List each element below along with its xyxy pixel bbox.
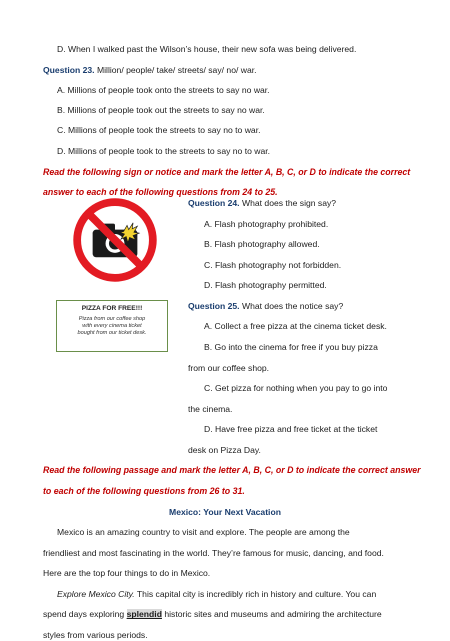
passage-p2-line2-a: spend days exploring bbox=[43, 609, 127, 620]
q25-option-b-line2: from our coffee shop. bbox=[188, 362, 270, 373]
q23-option-c: C. Millions of people took the streets to say no to war. bbox=[57, 125, 261, 136]
q23-stem bbox=[43, 64, 257, 76]
instruction-26-31-line1: Read the following passage and mark the letter A, B, C, or D to indicate the correct answer bbox=[43, 465, 421, 476]
passage-p1-line1: Mexico is an amazing country to visit and explore. The people are among the bbox=[57, 527, 350, 538]
instruction-26-31-line2: to each of the following questions from 26 to 31. bbox=[43, 486, 245, 496]
q24-stem bbox=[188, 197, 336, 209]
passage-p2-line1 bbox=[57, 588, 376, 600]
q25-option-a: A. Collect a free pizza at the cinema ticket desk. bbox=[204, 321, 387, 332]
q24-option-a: A. Flash photography prohibited. bbox=[204, 218, 329, 229]
passage-title: Mexico: Your Next Vacation bbox=[169, 506, 281, 517]
q25-option-b-line1: B. Go into the cinema for free if you buy pizza bbox=[204, 341, 378, 352]
q23-option-a: A. Millions of people took onto the streets to say no war. bbox=[57, 85, 270, 96]
q25-prompt: What does the notice say? bbox=[239, 300, 344, 311]
q23-label: Question 23. bbox=[43, 64, 95, 75]
passage-p2-line1-rest: This capital city is incredibly rich in history and culture. You can bbox=[134, 588, 377, 599]
passage-p2-lead: Explore Mexico City. bbox=[57, 588, 135, 599]
q25-option-d-line1: D. Have free pizza and free ticket at the ticket bbox=[204, 424, 378, 435]
q23-option-d: D. Millions of people took to the streets to say no to war. bbox=[57, 146, 271, 156]
passage-p2-line3: styles from various periods. bbox=[43, 630, 148, 640]
notice-line-3: bought from our ticket desk. bbox=[77, 329, 147, 336]
q25-stem bbox=[188, 300, 343, 312]
q25-option-c-line1: C. Get pizza for nothing when you pay to go into bbox=[204, 383, 388, 394]
q25-label: Question 25. bbox=[188, 300, 240, 311]
q24-option-c: C. Flash photography not forbidden. bbox=[204, 259, 342, 270]
passage-p1-line2: friendliest and most fascinating in the world. They’re famous for music, dancing, and food. bbox=[43, 547, 384, 558]
notice-title: PIZZA FOR FREE!!! bbox=[81, 304, 143, 312]
q25-option-d-line2: desk on Pizza Day. bbox=[188, 444, 261, 455]
q24-label: Question 24. bbox=[188, 197, 240, 208]
q25-option-c-line2: the cinema. bbox=[188, 403, 233, 414]
q24-prompt: What does the sign say? bbox=[239, 197, 337, 208]
passage-p2-line2 bbox=[43, 608, 382, 620]
q23-option-b: B. Millions of people took out the streets to say no war. bbox=[57, 104, 265, 115]
q24-option-d: D. Flash photography permitted. bbox=[204, 280, 327, 291]
highlighted-word-splendid: splendid bbox=[126, 609, 162, 620]
no-flash-photography-sign bbox=[72, 197, 158, 283]
instruction-24-25-line1: Read the following sign or notice and mark the letter A, B, C, or D to indicate the correct bbox=[43, 166, 411, 177]
pizza-notice bbox=[56, 300, 168, 352]
q23-prompt: Million/ people/ take/ streets/ say/ no/ war. bbox=[94, 64, 257, 75]
q24-option-b: B. Flash photography allowed. bbox=[204, 239, 320, 249]
passage-p1-line3: Here are the top four things to do in Mexico. bbox=[43, 568, 211, 579]
q22-option-d: D. When I walked past the Wilson’s house, their new sofa was being delivered. bbox=[57, 44, 357, 54]
instruction-24-25-line2: answer to each of the following questions from 24 to 25. bbox=[43, 187, 278, 198]
notice-line-2: with every cinema ticket bbox=[82, 322, 142, 329]
passage-p2-line2-b: historic sites and museums and admiring the architecture bbox=[161, 609, 382, 620]
notice-line-1: Pizza from our coffee shop bbox=[78, 315, 146, 322]
